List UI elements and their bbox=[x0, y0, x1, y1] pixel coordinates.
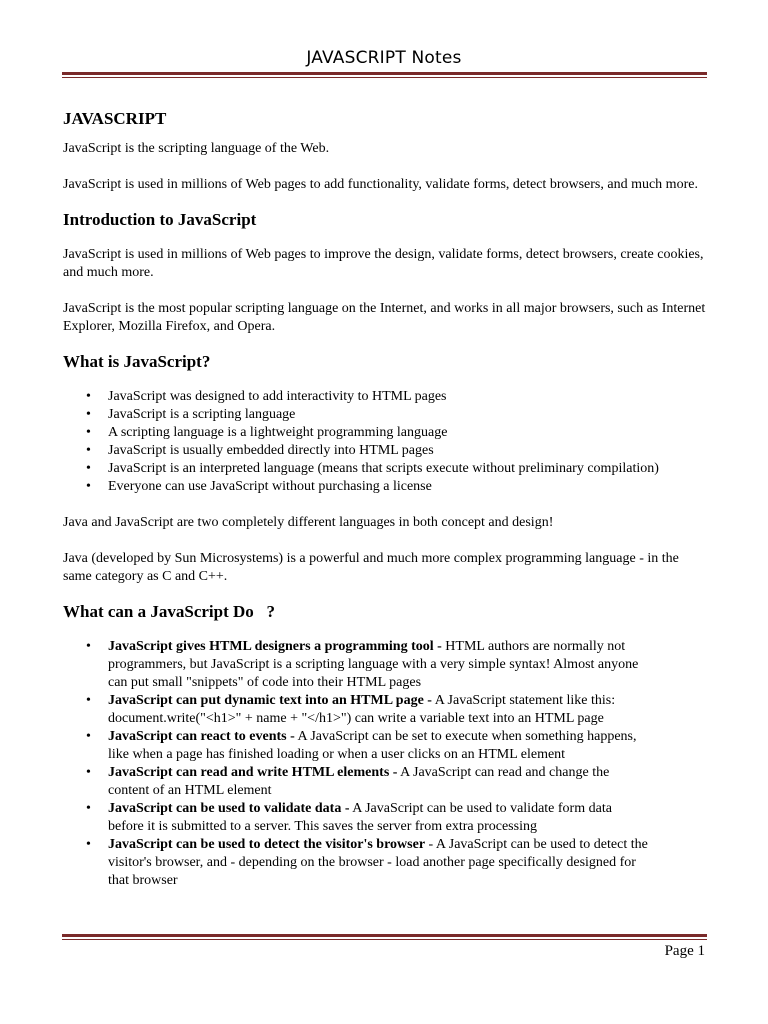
list-item: • A scripting language is a lightweight programming language bbox=[108, 424, 708, 442]
list-item-lead: JavaScript can be used to validate data - bbox=[108, 801, 350, 816]
list-item-text: A JavaScript can be set to execute when something happens, like when a page has finished loading or when a user clicks on an HTML element bbox=[108, 729, 637, 762]
list-item bbox=[108, 836, 648, 890]
list-item-text: HTML authors are normally not programmers, but JavaScript is a scripting language with a very simple syntax! Almost anyone can put small "snippets" of code into their HTML pages bbox=[108, 639, 639, 690]
document-body bbox=[63, 108, 708, 890]
footer-rule bbox=[62, 934, 707, 940]
list-item: • JavaScript is a scripting language bbox=[108, 406, 708, 424]
list-item bbox=[108, 800, 648, 836]
list-item bbox=[108, 692, 648, 728]
paragraph: JavaScript is used in millions of Web pages to add functionality, validate forms, detect browsers, and much more. bbox=[63, 177, 698, 192]
paragraph: Java (developed by Sun Microsystems) is a powerful and much more complex programming language - in the same category as C and C++. bbox=[63, 551, 679, 584]
list-item bbox=[108, 728, 648, 764]
list-item: • JavaScript is usually embedded directly into HTML pages bbox=[108, 442, 708, 460]
paragraph: JavaScript is the scripting language of the Web. bbox=[63, 141, 330, 156]
header-rule bbox=[62, 72, 707, 78]
list-item-text: - A JavaScript can be used to detect the visitor's browser, and - depending on the browser - load another page specifically designed for that browser bbox=[108, 837, 648, 888]
paragraph: JavaScript is used in millions of Web pages to improve the design, validate forms, detect browsers, create cookies, and much more. bbox=[63, 247, 704, 280]
list-item-lead: JavaScript can react to events - bbox=[108, 729, 295, 744]
section-heading-what-can-do: What can a JavaScript Do ? bbox=[63, 602, 276, 621]
list-item: • JavaScript is an interpreted language (means that scripts execute without preliminary compilation) bbox=[108, 460, 708, 478]
what-is-list bbox=[63, 388, 708, 496]
section-heading-what-is: What is JavaScript? bbox=[63, 352, 211, 371]
list-item-text: A JavaScript can read and change the content of an HTML element bbox=[108, 765, 610, 798]
list-item-lead: JavaScript can be used to detect the visitor's browser bbox=[108, 837, 426, 852]
section-heading-introduction: Introduction to JavaScript bbox=[63, 210, 257, 229]
paragraph: JavaScript is the most popular scripting language on the Internet, and works in all major browsers, such as Internet Explorer, Mozilla Firefox, and Opera. bbox=[63, 301, 706, 334]
list-item-lead: JavaScript can put dynamic text into an HTML page - bbox=[108, 693, 432, 708]
list-item: • Everyone can use JavaScript without purchasing a license bbox=[108, 478, 708, 496]
list-item bbox=[108, 638, 648, 692]
list-item bbox=[108, 764, 648, 800]
what-can-do-list bbox=[63, 638, 708, 890]
list-item: • JavaScript was designed to add interactivity to HTML pages bbox=[108, 388, 708, 406]
paragraph: Java and JavaScript are two completely different languages in both concept and design! bbox=[63, 515, 554, 530]
page-header-title: JAVASCRIPT Notes bbox=[306, 48, 462, 68]
list-item-text: A JavaScript can be used to validate form data before it is submitted to a server. This saves the server from extra processing bbox=[108, 801, 612, 834]
list-item-lead: JavaScript gives HTML designers a programming tool - bbox=[108, 639, 442, 654]
section-heading-javascript: JAVASCRIPT bbox=[63, 109, 167, 128]
list-item-lead: JavaScript can read and write HTML elements - bbox=[108, 765, 398, 780]
list-item-text: A JavaScript statement like this: document.write("<h1>" + name + "</h1>") can write a variable text into an HTML page bbox=[108, 693, 616, 726]
page-number: Page 1 bbox=[664, 943, 705, 959]
